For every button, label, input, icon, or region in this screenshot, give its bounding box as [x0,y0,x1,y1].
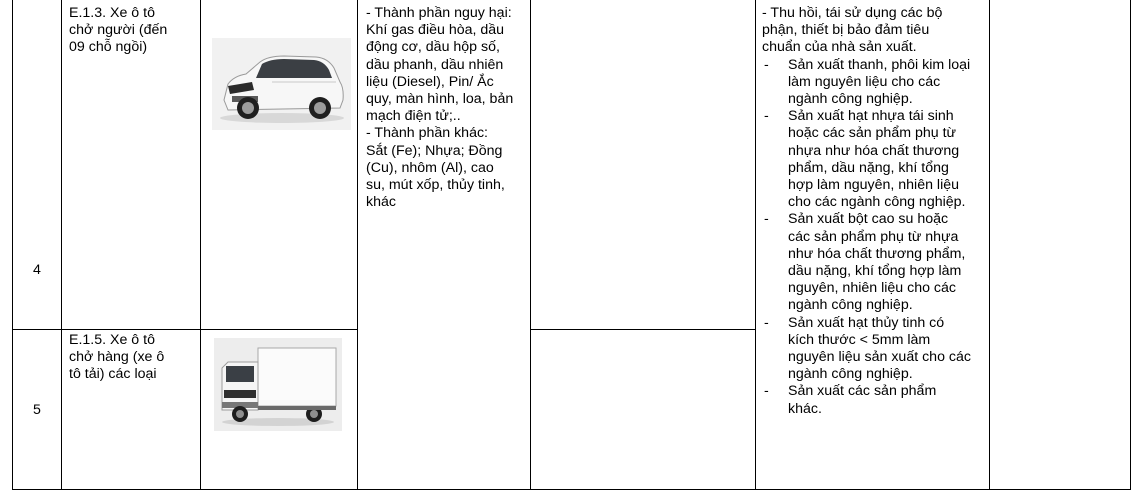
bullet-line: hoặc các sản phẩm phụ từ [788,125,957,142]
bullet-dash: - [764,314,769,331]
bullet-line: cho các ngành công nghiệp. [788,194,966,211]
components-line: Khí gas điều hòa, dầu [366,22,505,39]
item-name-line: tô tải) các loại [69,366,157,383]
components-line: su, mút xốp, thủy tinh, [366,177,505,194]
item-name [69,5,167,57]
bullet-line: phẩm, dầu nặng, khí tổng [788,159,949,176]
components-line: động cơ, dầu hộp số, [366,39,500,56]
suv-car-photo [212,38,351,130]
table-border [61,0,62,490]
components-line: (Cu), nhôm (Al), cao [366,159,494,176]
recycling-bullet [762,211,971,314]
bullet-line: Sản xuất các sản phẩm [788,383,937,400]
bullet-line: nguyên liệu sản xuất cho các [788,349,971,366]
components-line: Sắt (Fe); Nhựa; Đồng [366,142,503,159]
bullet-line: Sản xuất hạt thủy tinh có [788,314,945,331]
bullet-line: kích thước < 5mm làm [788,331,931,348]
bullet-line: khác. [788,400,822,417]
table-border [200,0,201,490]
bullet-line: ngành công nghiệp. [788,91,913,108]
bullet-line: ngành công nghiệp. [788,297,913,314]
item-name-line: E.1.5. Xe ô tô [69,332,155,348]
bullet-dash: - [764,211,769,228]
bullet-line: làm nguyên liệu cho các [788,73,941,90]
recycling-intro-line: phận, thiết bị bảo đảm tiêu [762,22,930,39]
table-border [357,0,358,490]
row-divider [12,329,358,330]
table-border [12,489,1131,490]
item-name-line: 09 chỗ ngồi) [69,39,148,56]
components-line: - Thành phần nguy hại: [366,5,512,21]
bullet-line: dầu nặng, khí tổng hợp làm [788,263,962,280]
components-line: liệu (Diesel), Pin/ Ắc [366,73,494,90]
item-name-line: E.1.3. Xe ô tô [69,5,155,21]
table-border [530,0,531,490]
row-number: 4 [33,262,41,278]
recycling-bullet [762,108,971,211]
bullet-dash: - [764,383,769,400]
components-line: dầu phanh, dầu nhiên [366,56,504,73]
table-border [755,0,756,490]
bullet-line: ngành công nghiệp. [788,366,913,383]
components-cell [366,5,513,211]
row-number: 5 [33,402,41,418]
box-truck-image [214,338,342,431]
bullet-line: hợp làm nguyên, nhiên liệu [788,177,959,194]
recycling-intro-line: chuẩn của nhà sản xuất. [762,39,917,56]
table-border [989,0,990,490]
bullet-dash: - [764,56,769,73]
recycling-bullet [762,57,971,109]
recycling-intro-line: - Thu hồi, tái sử dụng các bộ [762,5,943,21]
components-line: mạch điện tử;.. [366,108,461,125]
bullet-line: Sản xuất thanh, phôi kim loại [788,56,971,73]
components-line: khác [366,194,396,211]
table-border [12,0,13,490]
recycling-methods-cell [762,5,971,418]
table-border [1130,0,1131,490]
item-name [69,332,164,384]
bullet-line: nguyên, nhiên liệu cho các [788,280,957,297]
item-name-line: chở người (đến [69,22,168,39]
components-line: quy, màn hình, loa, bản [366,91,514,108]
components-line: - Thành phần khác: [366,125,488,142]
bullet-line: như hóa chất thương phẩm, [788,245,966,262]
recycling-bullet [762,383,971,417]
suv-car-image [212,38,351,130]
bullet-line: các sản phẩm phụ từ nhựa [788,228,959,245]
recycling-bullet [762,315,971,384]
bullet-line: nhựa như hóa chất thương [788,142,960,159]
row-divider [530,329,756,330]
bullet-line: Sản xuất bột cao su hoặc [788,211,949,228]
item-name-line: chở hàng (xe ô [69,349,165,366]
bullet-line: Sản xuất hạt nhựa tái sinh [788,108,954,125]
box-truck-photo [214,338,342,431]
bullet-dash: - [764,108,769,125]
